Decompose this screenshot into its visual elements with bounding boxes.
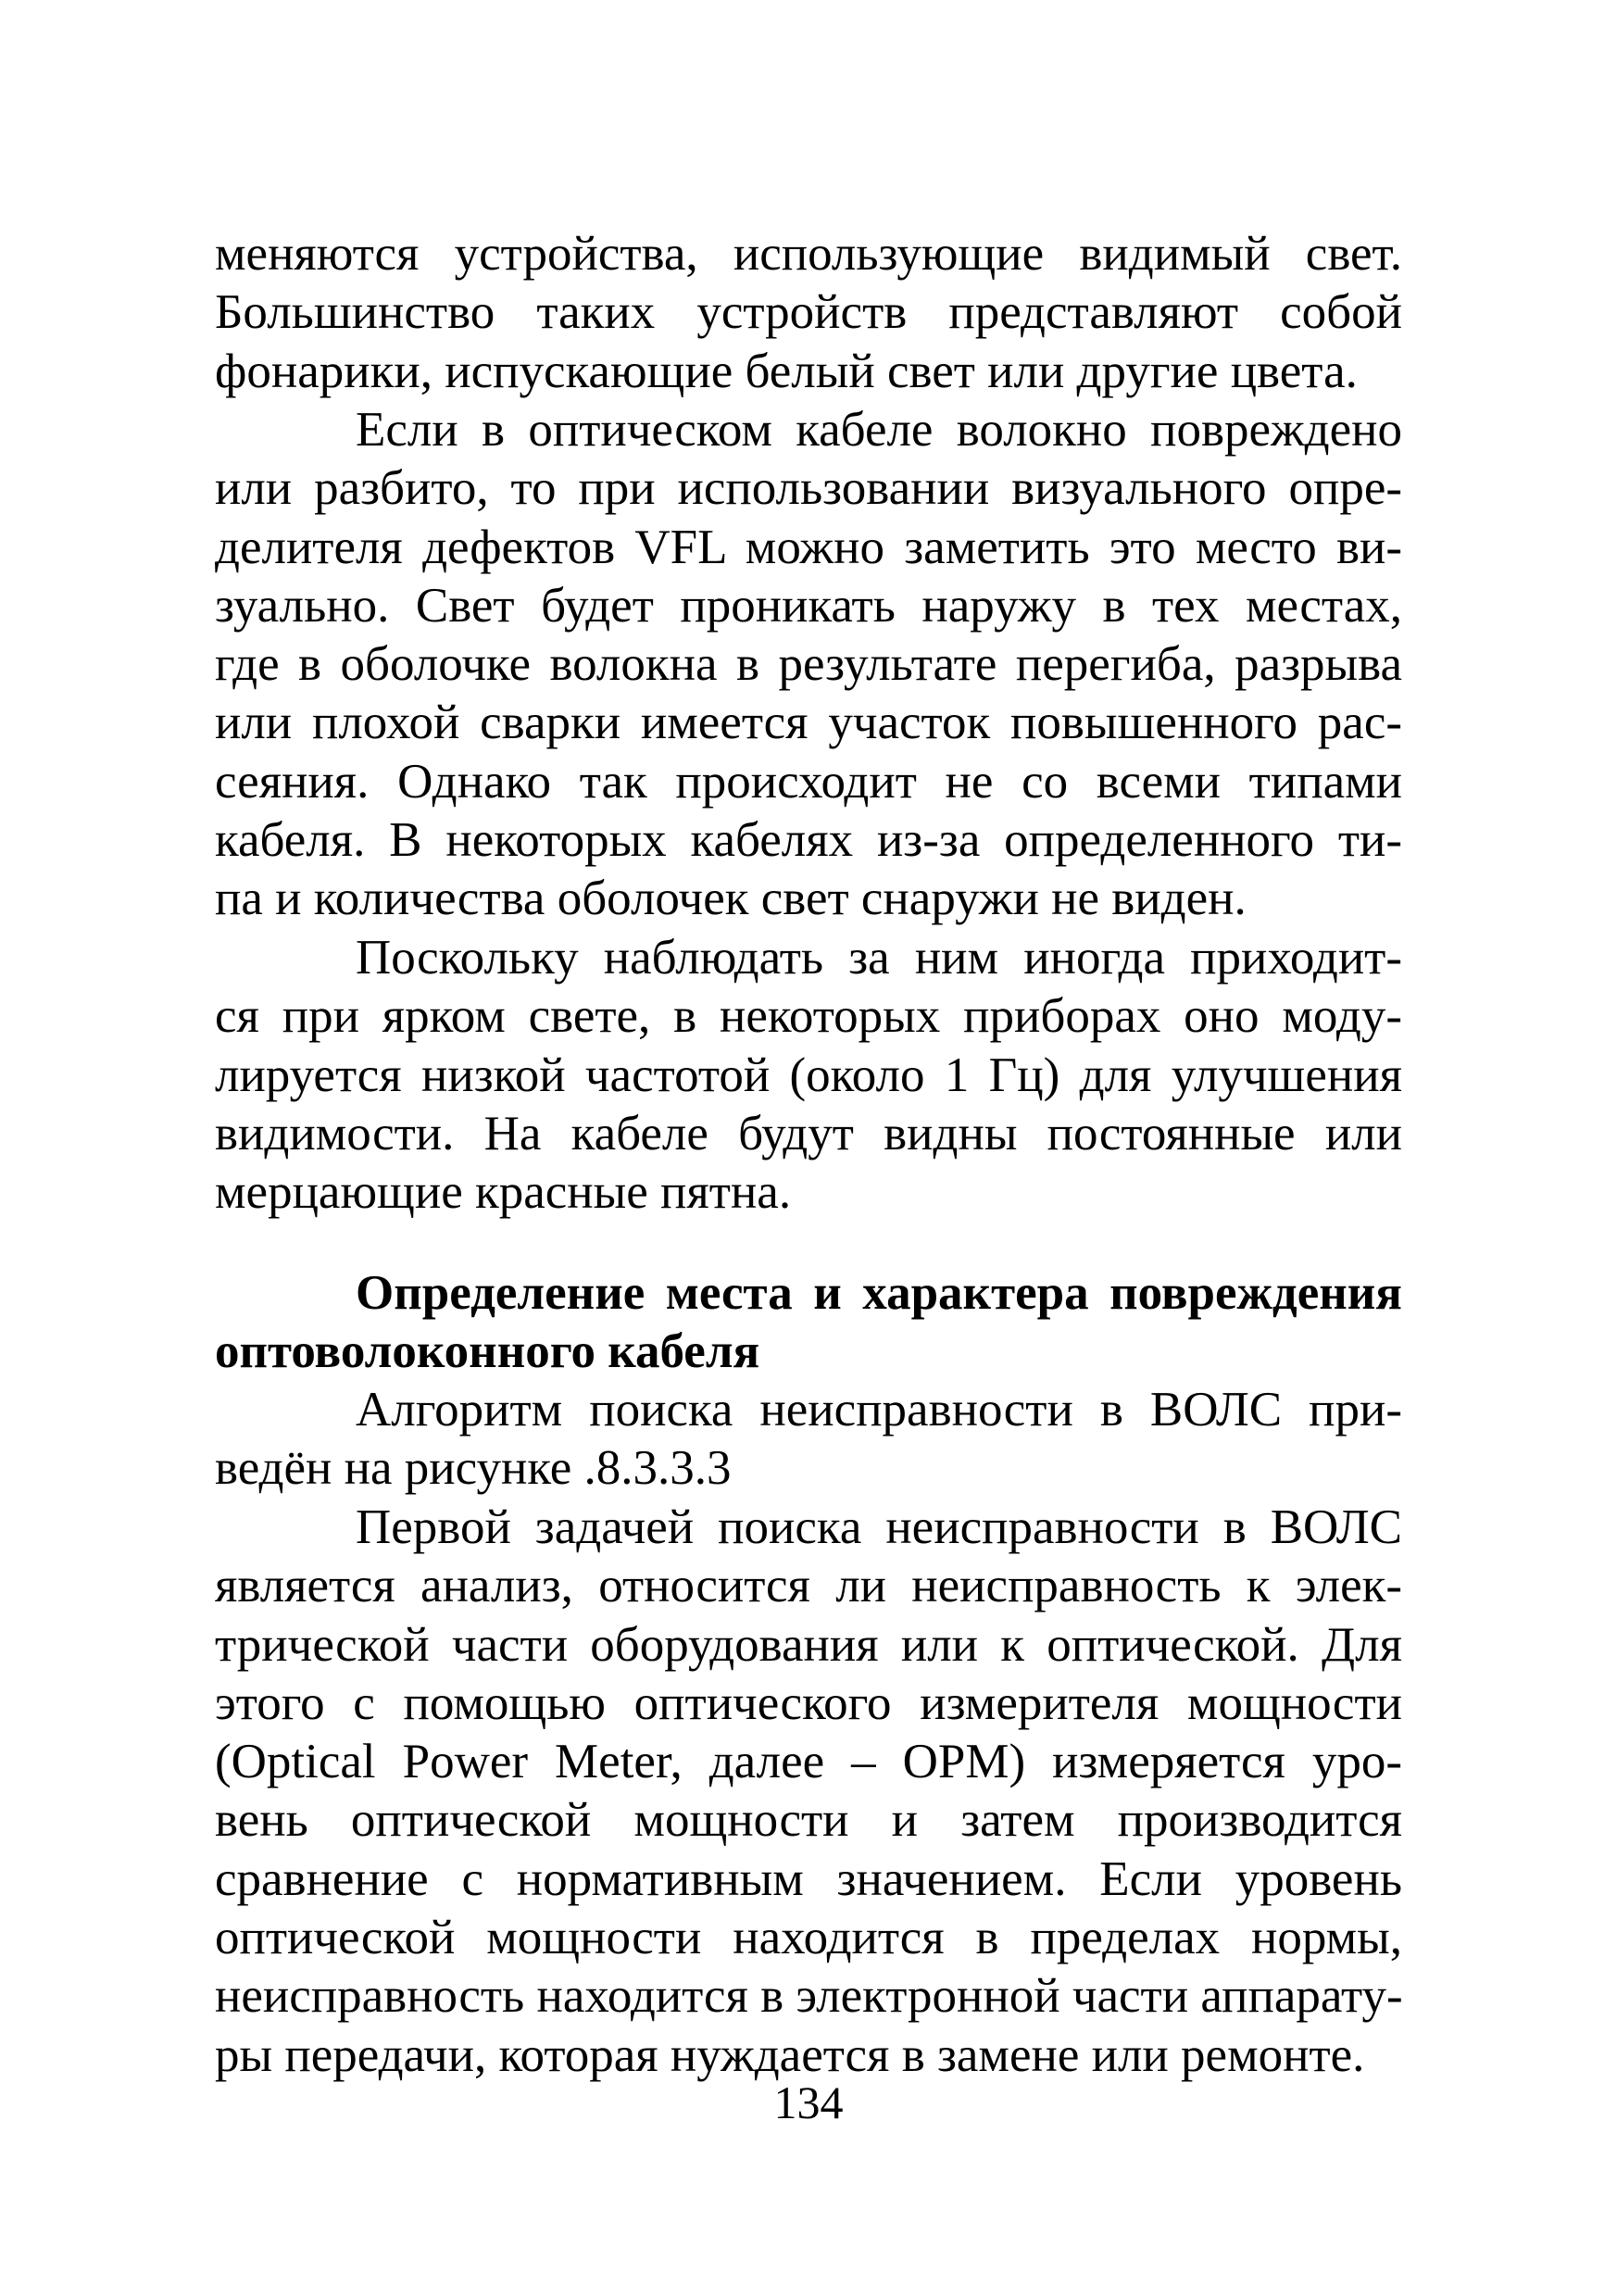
text-line: мерцающие красные пятна. (215, 1165, 792, 1220)
text-line: фонарики, испускающие белый свет или другие цвета. (215, 344, 1358, 398)
text-line: меняются устройства, использующие видимый свет. (215, 227, 1402, 281)
text-line: (Optical Power Meter, далее – OPM) измеряется уро- (215, 1735, 1402, 1789)
text-line: делителя дефектов VFL можно заметить это место ви- (215, 520, 1402, 574)
text-line: или разбито, то при использовании визуального опре- (215, 461, 1402, 516)
text-line: Первой задачей поиска неисправности в ВОЛС (356, 1500, 1402, 1554)
text-line: па и количества оболочек свет снаружи не виден. (215, 872, 1247, 926)
paragraph-3 (215, 929, 1402, 1222)
text-line: зуально. Свет будет проникать наружу в тех местах, (215, 578, 1402, 633)
text-line: ведён на рисунке .8.3.3.3 (215, 1441, 732, 1496)
paragraph-2 (215, 401, 1402, 929)
text-line: является анализ, относится ли неисправность к элек- (215, 1559, 1402, 1613)
text-line: неисправность находится в электронной части аппарату- (215, 1969, 1403, 2024)
page-number: 134 (773, 2076, 844, 2128)
heading-line: Определение места и характера повреждения (356, 1266, 1402, 1320)
text-line: лируется низкой частотой (около 1 Гц) для улучшения (215, 1048, 1402, 1102)
text-line: сравнение с нормативным значением. Если уровень (215, 1851, 1402, 1906)
text-line: Алгоритм поиска неисправности в ВОЛС при- (356, 1383, 1402, 1437)
text-line: видимости. На кабеле будут видны постоянные или (215, 1106, 1402, 1161)
text-line: ры передачи, которая нуждается в замене или ремонте. (215, 2027, 1365, 2082)
text-line: где в оболочке волокна в результате перегиба, разрыва (215, 637, 1402, 692)
text-line: этого с помощью оптического измерителя мощности (215, 1675, 1402, 1730)
text-line: Большинство таких устройств представляют собой (215, 285, 1402, 340)
text-line: трической части оборудования или к оптической. Для (215, 1617, 1402, 1672)
text-line: кабеля. В некоторых кабелях из-за определенного ти- (215, 813, 1402, 868)
paragraph-1 (215, 225, 1402, 401)
text-line: Если в оптическом кабеле волокно повреждено (356, 403, 1402, 457)
paragraph-4 (215, 1381, 1402, 1499)
text-line: ся при ярком свете, в некоторых приборах оно моду- (215, 989, 1402, 1044)
paragraph-5 (215, 1499, 1402, 2085)
text-line: сеяния. Однако так происходит не со всеми типами (215, 754, 1402, 809)
text-line: оптической мощности находится в пределах нормы, (215, 1911, 1402, 1965)
heading-line: оптоволоконного кабеля (215, 1324, 760, 1379)
section-heading (215, 1264, 1402, 1382)
text-line: вень оптической мощности и затем производится (215, 1793, 1402, 1848)
text-line: Поскольку наблюдать за ним иногда приходит- (356, 931, 1402, 985)
text-line: или плохой сварки имеется участок повышенного рас- (215, 696, 1402, 750)
